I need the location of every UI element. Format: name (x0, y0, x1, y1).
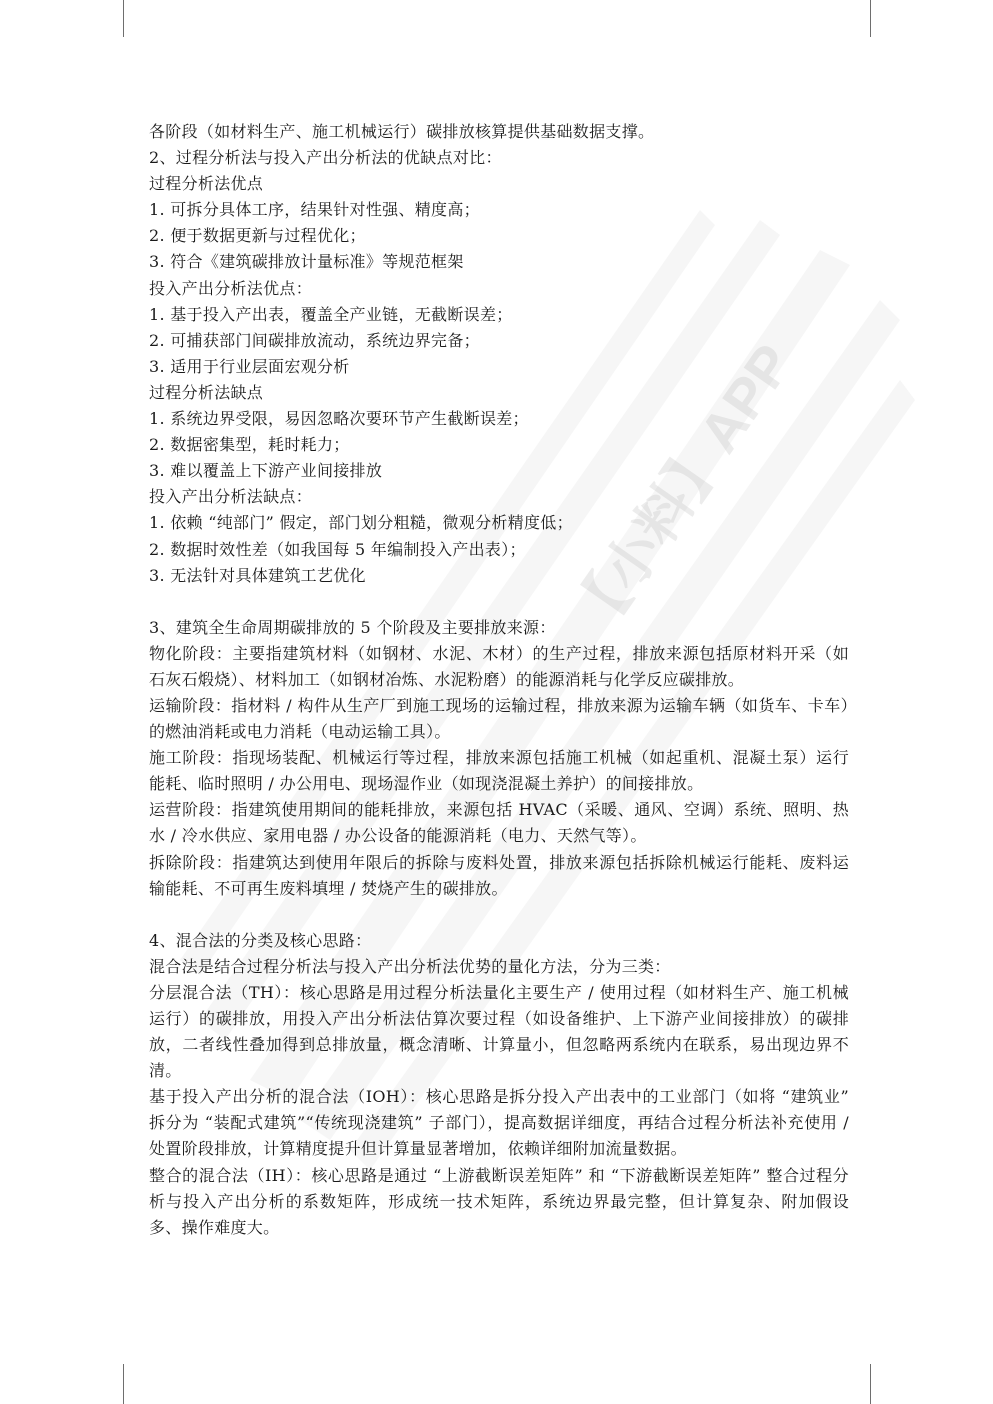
watermark-text: 【小料】APP (558, 332, 805, 647)
list-item: 1. 可拆分具体工序，结果针对性强、精度高； (149, 200, 480, 220)
list-item: 3. 符合《建筑碳排放计量标准》等规范框架 (149, 252, 464, 272)
list-item: 1. 基于投入产出表，覆盖全产业链，无截断误差； (149, 304, 513, 324)
section-2-heading: 2、过程分析法与投入产出分析法的优缺点对比： (149, 148, 502, 168)
list-item: 2. 可捕获部门间碳排放流动，系统边界完备； (149, 330, 480, 350)
list-item: 1. 系统边界受限，易因忽略次要环节产生截断误差； (149, 409, 529, 429)
stage-paragraph: 物化阶段：主要指建筑材料（如钢材、水泥、木材）的生产过程，排放来源包括原材料开采（如石灰石煅烧）、材料加工（如钢材冶炼、水泥粉磨）的能源消耗与化学反应碳排放。 (149, 643, 849, 689)
stage-paragraph: 拆除阶段：指建筑达到使用年限后的拆除与废料处置，排放来源包括拆除机械运行能耗、废料运输能耗、不可再生废料填埋 / 焚烧产生的碳排放。 (149, 852, 849, 898)
stage-paragraph: 运营阶段：指建筑使用期间的能耗排放，来源包括 HVAC（采暖、通风、空调）系统、照明、热水 / 冷水供应、家用电器 / 办公设备的能源消耗（电力、天然气等）。 (149, 800, 849, 846)
subheading: 投入产出分析法缺点： (149, 487, 313, 507)
list-item: 2. 数据密集型，耗时耗力； (149, 435, 350, 455)
subheading: 过程分析法优点 (149, 174, 264, 194)
paragraph-gap (149, 589, 849, 615)
list-item: 2. 数据时效性差（如我国每 5 年编制投入产出表）； (149, 539, 526, 559)
section-4-intro: 混合法是结合过程分析法与投入产出分析法优势的量化方法，分为三类： (149, 956, 671, 976)
crop-mark-top-right (870, 0, 871, 37)
list-item: 1. 依赖 “纯部门” 假定，部门划分粗糙，微观分析精度低； (149, 513, 573, 533)
crop-mark-bottom-left (123, 1364, 124, 1404)
stage-paragraph: 运输阶段：指材料 / 构件从生产厂到施工现场的运输过程，排放来源为运输车辆（如货车、卡车）的燃油消耗或电力消耗（电动运输工具）。 (149, 695, 849, 742)
method-paragraph: 基于投入产出分析的混合法（IOH）：核心思路是拆分投入产出表中的工业部门（如将 “建筑业” 拆分为 “装配式建筑”“传统现浇建筑” 子部门），提高数据详细度，再结合过程分析法补充使用 / 处置阶段排放，计算精度提升但计算量显著增加，依赖详细附加流量数据。 (149, 1087, 849, 1159)
paragraph-gap (149, 902, 849, 928)
section-3-heading: 3、建筑全生命周期碳排放的 5 个阶段及主要排放来源： (149, 617, 556, 637)
subheading: 投入产出分析法优点： (149, 278, 313, 298)
crop-mark-top-left (123, 0, 124, 37)
document-body (149, 119, 849, 1241)
list-item: 3. 无法针对具体建筑工艺优化 (149, 565, 366, 585)
list-item: 3. 难以覆盖上下游产业间接排放 (149, 461, 383, 481)
method-paragraph: 分层混合法（TH）：核心思路是用过程分析法量化主要生产 / 使用过程（如材料生产、施工机械运行）的碳排放，用投入产出分析法估算次要过程（如设备维护、上下游产业间接排放）的碳排放，二者线性叠加得到总排放量，概念清晰、计算量小，但忽略两系统内在联系，易出现边界不清。 (149, 982, 849, 1081)
list-item: 3. 适用于行业层面宏观分析 (149, 356, 350, 376)
stage-paragraph: 施工阶段：指现场装配、机械运行等过程，排放来源包括施工机械（如起重机、混凝土泵）运行能耗、临时照明 / 办公用电、现场湿作业（如现浇混凝土养护）的间接排放。 (149, 748, 849, 794)
section-4-heading: 4、混合法的分类及核心思路： (149, 930, 372, 950)
text-line: 各阶段（如材料生产、施工机械运行）碳排放核算提供基础数据支撑。 (149, 122, 655, 141)
subheading: 过程分析法缺点 (149, 382, 264, 402)
list-item: 2. 便于数据更新与过程优化； (149, 226, 366, 246)
method-paragraph: 整合的混合法（IH）：核心思路是通过 “上游截断误差矩阵” 和 “下游截断误差矩阵” 整合过程分析与投入产出分析的系数矩阵，形成统一技术矩阵，系统边界最完整，但计算复杂、附加假设多、操作难度大。 (149, 1165, 849, 1237)
crop-mark-bottom-right (870, 1364, 871, 1404)
